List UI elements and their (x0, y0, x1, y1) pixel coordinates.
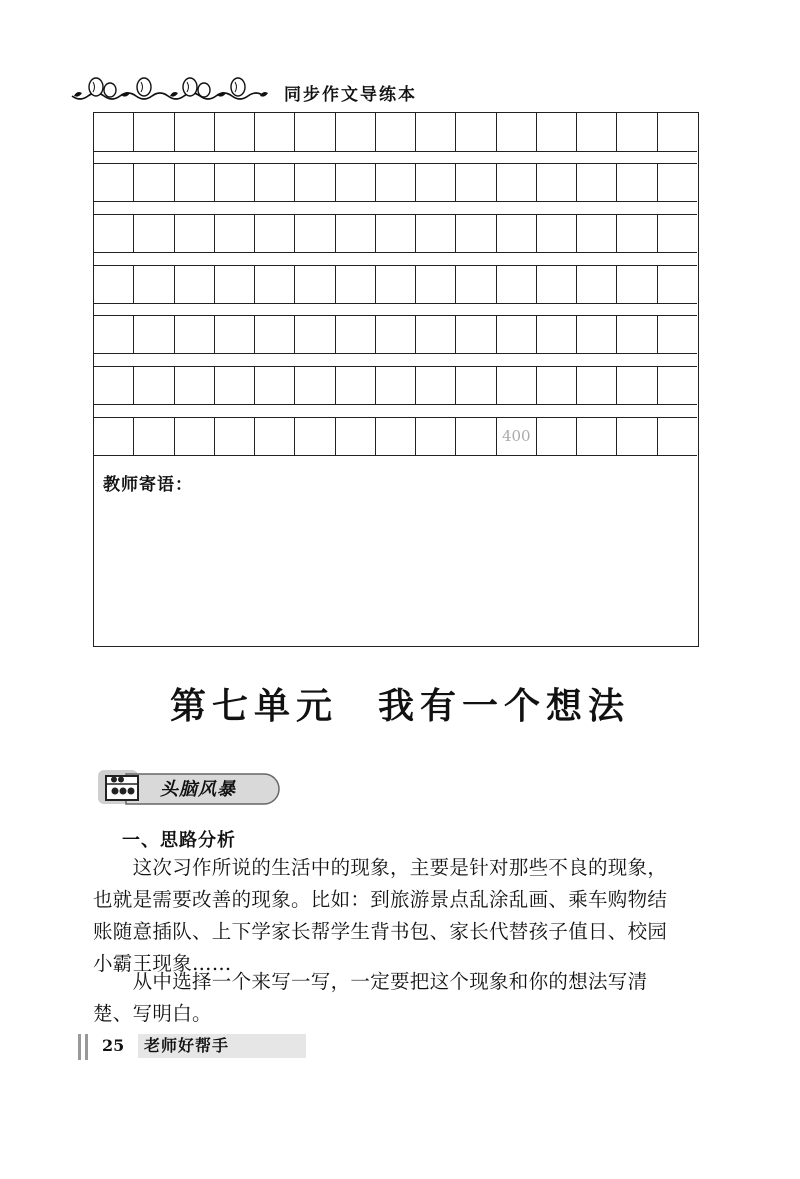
grid-cell[interactable] (658, 113, 697, 151)
grid-cell[interactable] (336, 113, 376, 151)
grid-cell[interactable] (577, 164, 617, 201)
grid-cell[interactable] (617, 164, 657, 201)
grid-cell[interactable] (658, 367, 697, 404)
grid-cell[interactable] (577, 316, 617, 353)
grid-cell[interactable] (456, 266, 496, 303)
grid-cell[interactable] (255, 367, 295, 404)
grid-cell[interactable] (215, 316, 255, 353)
grid-cell[interactable] (456, 113, 496, 151)
grid-row (94, 315, 697, 354)
grid-row (94, 113, 697, 152)
grid-cell[interactable] (336, 164, 376, 201)
grid-cell[interactable] (215, 215, 255, 252)
paragraph-line: 从中选择一个来写一写，一定要把这个现象和你的想法写清 (93, 970, 648, 993)
grid-cell[interactable] (134, 164, 174, 201)
grid-cell[interactable] (376, 266, 416, 303)
grid-cell[interactable] (376, 418, 416, 455)
grid-cell[interactable] (175, 316, 215, 353)
grid-cell[interactable] (215, 418, 255, 455)
grid-cell[interactable] (497, 164, 537, 201)
grid-cell[interactable] (255, 113, 295, 151)
grid-cell[interactable] (577, 113, 617, 151)
grid-cell[interactable] (255, 316, 295, 353)
page-number: 25 (102, 1036, 125, 1055)
grid-cell[interactable] (295, 113, 335, 151)
grid-cell[interactable] (376, 215, 416, 252)
abacus-icon (106, 776, 138, 800)
grid-cell[interactable] (617, 316, 657, 353)
grid-cell[interactable] (416, 367, 456, 404)
grid-cell[interactable] (577, 266, 617, 303)
sprout-vine-decoration (70, 76, 275, 106)
grid-row (94, 163, 697, 202)
grid-cell[interactable] (295, 215, 335, 252)
unit-theme: 我有一个想法 (378, 686, 631, 727)
grid-cell[interactable] (617, 215, 657, 252)
badge-label: 头脑风暴 (160, 779, 236, 800)
grid-cell[interactable] (295, 164, 335, 201)
grid-cell[interactable] (497, 113, 537, 151)
grid-cell[interactable] (537, 113, 577, 151)
grid-cell[interactable] (617, 418, 657, 455)
paragraph-line: 小霸王现象…… (93, 952, 232, 975)
grid-cell[interactable] (456, 316, 496, 353)
grid-cell[interactable] (134, 316, 174, 353)
grid-cell[interactable] (658, 215, 697, 252)
grid-cell[interactable] (295, 316, 335, 353)
grid-cell[interactable] (94, 164, 134, 201)
unit-number: 第七单元 (169, 686, 338, 727)
grid-cell[interactable] (416, 113, 456, 151)
grid-cell[interactable] (255, 418, 295, 455)
grid-cell[interactable] (215, 266, 255, 303)
grid-cell[interactable] (537, 367, 577, 404)
grid-cell[interactable] (255, 215, 295, 252)
grid-cell[interactable] (497, 367, 537, 404)
grid-cell[interactable] (497, 316, 537, 353)
paragraph-line: 楚、写明白。 (93, 1002, 212, 1025)
grid-cell[interactable] (94, 367, 134, 404)
grid-cell[interactable] (134, 215, 174, 252)
grid-cell[interactable] (617, 367, 657, 404)
grid-cell[interactable] (94, 113, 134, 151)
grid-row (94, 214, 697, 253)
brainstorm-badge (96, 766, 286, 808)
grid-cell[interactable] (456, 164, 496, 201)
grid-cell[interactable] (175, 113, 215, 151)
grid-cell[interactable] (215, 367, 255, 404)
word-count-marker: 400 (501, 427, 531, 445)
teacher-comment-label: 教师寄语： (103, 475, 193, 495)
grid-cell[interactable] (658, 266, 697, 303)
grid-cell[interactable] (175, 367, 215, 404)
page-footer (78, 1032, 278, 1062)
footer-bar (78, 1034, 81, 1060)
grid-cell[interactable] (134, 418, 174, 455)
grid-cell[interactable] (497, 266, 537, 303)
grid-cell[interactable] (577, 418, 617, 455)
grid-cell[interactable] (416, 418, 456, 455)
paragraph-1 (93, 852, 703, 980)
grid-cell[interactable] (376, 164, 416, 201)
grid-cell[interactable] (376, 316, 416, 353)
grid-cell[interactable] (94, 215, 134, 252)
grid-cell[interactable] (336, 367, 376, 404)
grid-cell[interactable] (94, 316, 134, 353)
grid-cell[interactable] (577, 215, 617, 252)
grid-cell[interactable] (416, 215, 456, 252)
grid-cell[interactable] (617, 113, 657, 151)
writing-grid-frame (93, 112, 699, 647)
paragraph-2 (93, 966, 703, 1030)
footer-label: 老师好帮手 (138, 1034, 306, 1058)
grid-cell[interactable] (295, 418, 335, 455)
grid-cell[interactable] (134, 367, 174, 404)
grid-cell[interactable] (175, 266, 215, 303)
grid-cell[interactable] (215, 113, 255, 151)
grid-cell[interactable] (336, 418, 376, 455)
grid-cell[interactable] (537, 164, 577, 201)
grid-cell[interactable] (537, 266, 577, 303)
grid-cell[interactable] (94, 266, 134, 303)
grid-row (94, 265, 697, 304)
paragraph-line: 也就是需要改善的现象。比如：到旅游景点乱涂乱画、乘车购物结 (93, 888, 668, 911)
grid-cell[interactable] (537, 215, 577, 252)
grid-cell[interactable] (537, 316, 577, 353)
grid-cell[interactable] (416, 266, 456, 303)
grid-cell[interactable] (134, 113, 174, 151)
grid-cell[interactable] (577, 367, 617, 404)
grid-cell[interactable] (336, 215, 376, 252)
grid-cell[interactable] (94, 418, 134, 455)
grid-cell[interactable] (658, 316, 697, 353)
grid-cell[interactable] (255, 266, 295, 303)
grid-cell[interactable] (175, 418, 215, 455)
grid-cell[interactable] (295, 367, 335, 404)
book-title: 同步作文导练本 (284, 85, 417, 105)
grid-cell[interactable] (658, 164, 697, 201)
grid-cell[interactable] (255, 164, 295, 201)
page-header (70, 76, 470, 106)
grid-cell[interactable] (175, 164, 215, 201)
paragraph-line: 这次习作所说的生活中的现象，主要是针对那些不良的现象， (93, 856, 668, 879)
grid-cell[interactable] (416, 316, 456, 353)
grid-row (94, 417, 697, 456)
grid-cell[interactable] (215, 164, 255, 201)
grid-cell[interactable] (175, 215, 215, 252)
grid-cell[interactable] (336, 316, 376, 353)
grid-cell[interactable] (456, 418, 496, 455)
grid-cell[interactable] (336, 266, 376, 303)
grid-cell[interactable] (376, 367, 416, 404)
grid-cell[interactable] (134, 266, 174, 303)
grid-cell[interactable] (617, 266, 657, 303)
footer-bar (85, 1034, 88, 1060)
grid-cell[interactable] (456, 215, 496, 252)
grid-cell[interactable] (295, 266, 335, 303)
grid-cell[interactable] (497, 215, 537, 252)
grid-cell[interactable] (537, 418, 577, 455)
grid-cell[interactable] (658, 418, 697, 455)
paragraph-line: 账随意插队、上下学家长帮学生背书包、家长代替孩子值日、校园 (93, 920, 668, 943)
grid-row (94, 366, 697, 405)
section-heading: 一、思路分析 (122, 830, 236, 851)
grid-cell[interactable] (497, 418, 537, 455)
grid-cell[interactable] (416, 164, 456, 201)
grid-cell[interactable] (456, 367, 496, 404)
unit-title (0, 678, 800, 729)
grid-cell[interactable] (376, 113, 416, 151)
